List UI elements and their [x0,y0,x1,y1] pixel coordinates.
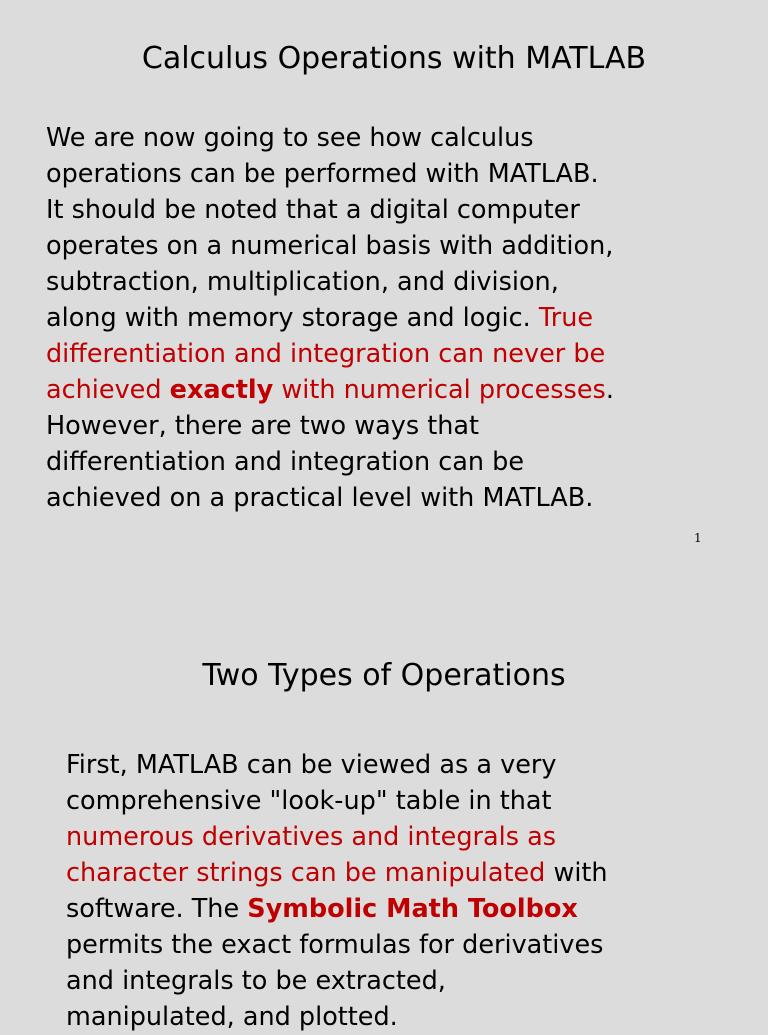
emphasis-text: Symbolic Math Toolbox [247,894,578,924]
highlight-text: achieved [46,375,170,405]
body-text-segment: . [605,375,614,405]
slide-1-body [46,120,614,516]
body-line: It should be noted that a digital computer [46,195,580,225]
body-line: subtraction, multiplication, and division, [46,267,559,297]
body-line: achieved on a practical level with MATLAB. [46,483,594,513]
body-line [46,300,614,336]
highlight-text: True [538,303,594,333]
body-line: differentiation and integration can be [46,447,525,477]
slide-2-title: Two Types of Operations [202,658,566,693]
emphasis-text: exactly [169,375,274,405]
body-line [66,855,608,891]
slide-2 [0,620,768,1032]
body-text-segment: with [545,858,608,888]
slide-1-title: Calculus Operations with MATLAB [141,41,647,76]
highlight-line: differentiation and integration can never be [46,339,606,369]
body-text-segment: along with memory storage and logic. [46,303,539,333]
body-line: and integrals to be extracted, [66,966,446,996]
body-line: However, there are two ways that [46,411,480,441]
body-line: operations can be performed with MATLAB. [46,159,599,189]
highlight-line: numerous derivatives and integrals as [66,822,557,852]
body-line [46,372,614,408]
body-line: We are now going to see how calculus [46,123,534,153]
body-line: First, MATLAB can be viewed as a very [66,750,557,780]
highlight-text: character strings can be manipulated [66,858,546,888]
page-number: 1 [694,531,702,545]
body-text-segment: software. The [66,894,248,924]
slide-2-body [66,747,608,1035]
body-line [66,891,608,927]
body-line: operates on a numerical basis with addition, [46,231,614,261]
body-line: permits the exact formulas for derivatives [66,930,604,960]
body-line: manipulated, and plotted. [66,1002,398,1032]
body-line: comprehensive "look-up" table in that [66,786,552,816]
highlight-text: with numerical processes [273,375,606,405]
